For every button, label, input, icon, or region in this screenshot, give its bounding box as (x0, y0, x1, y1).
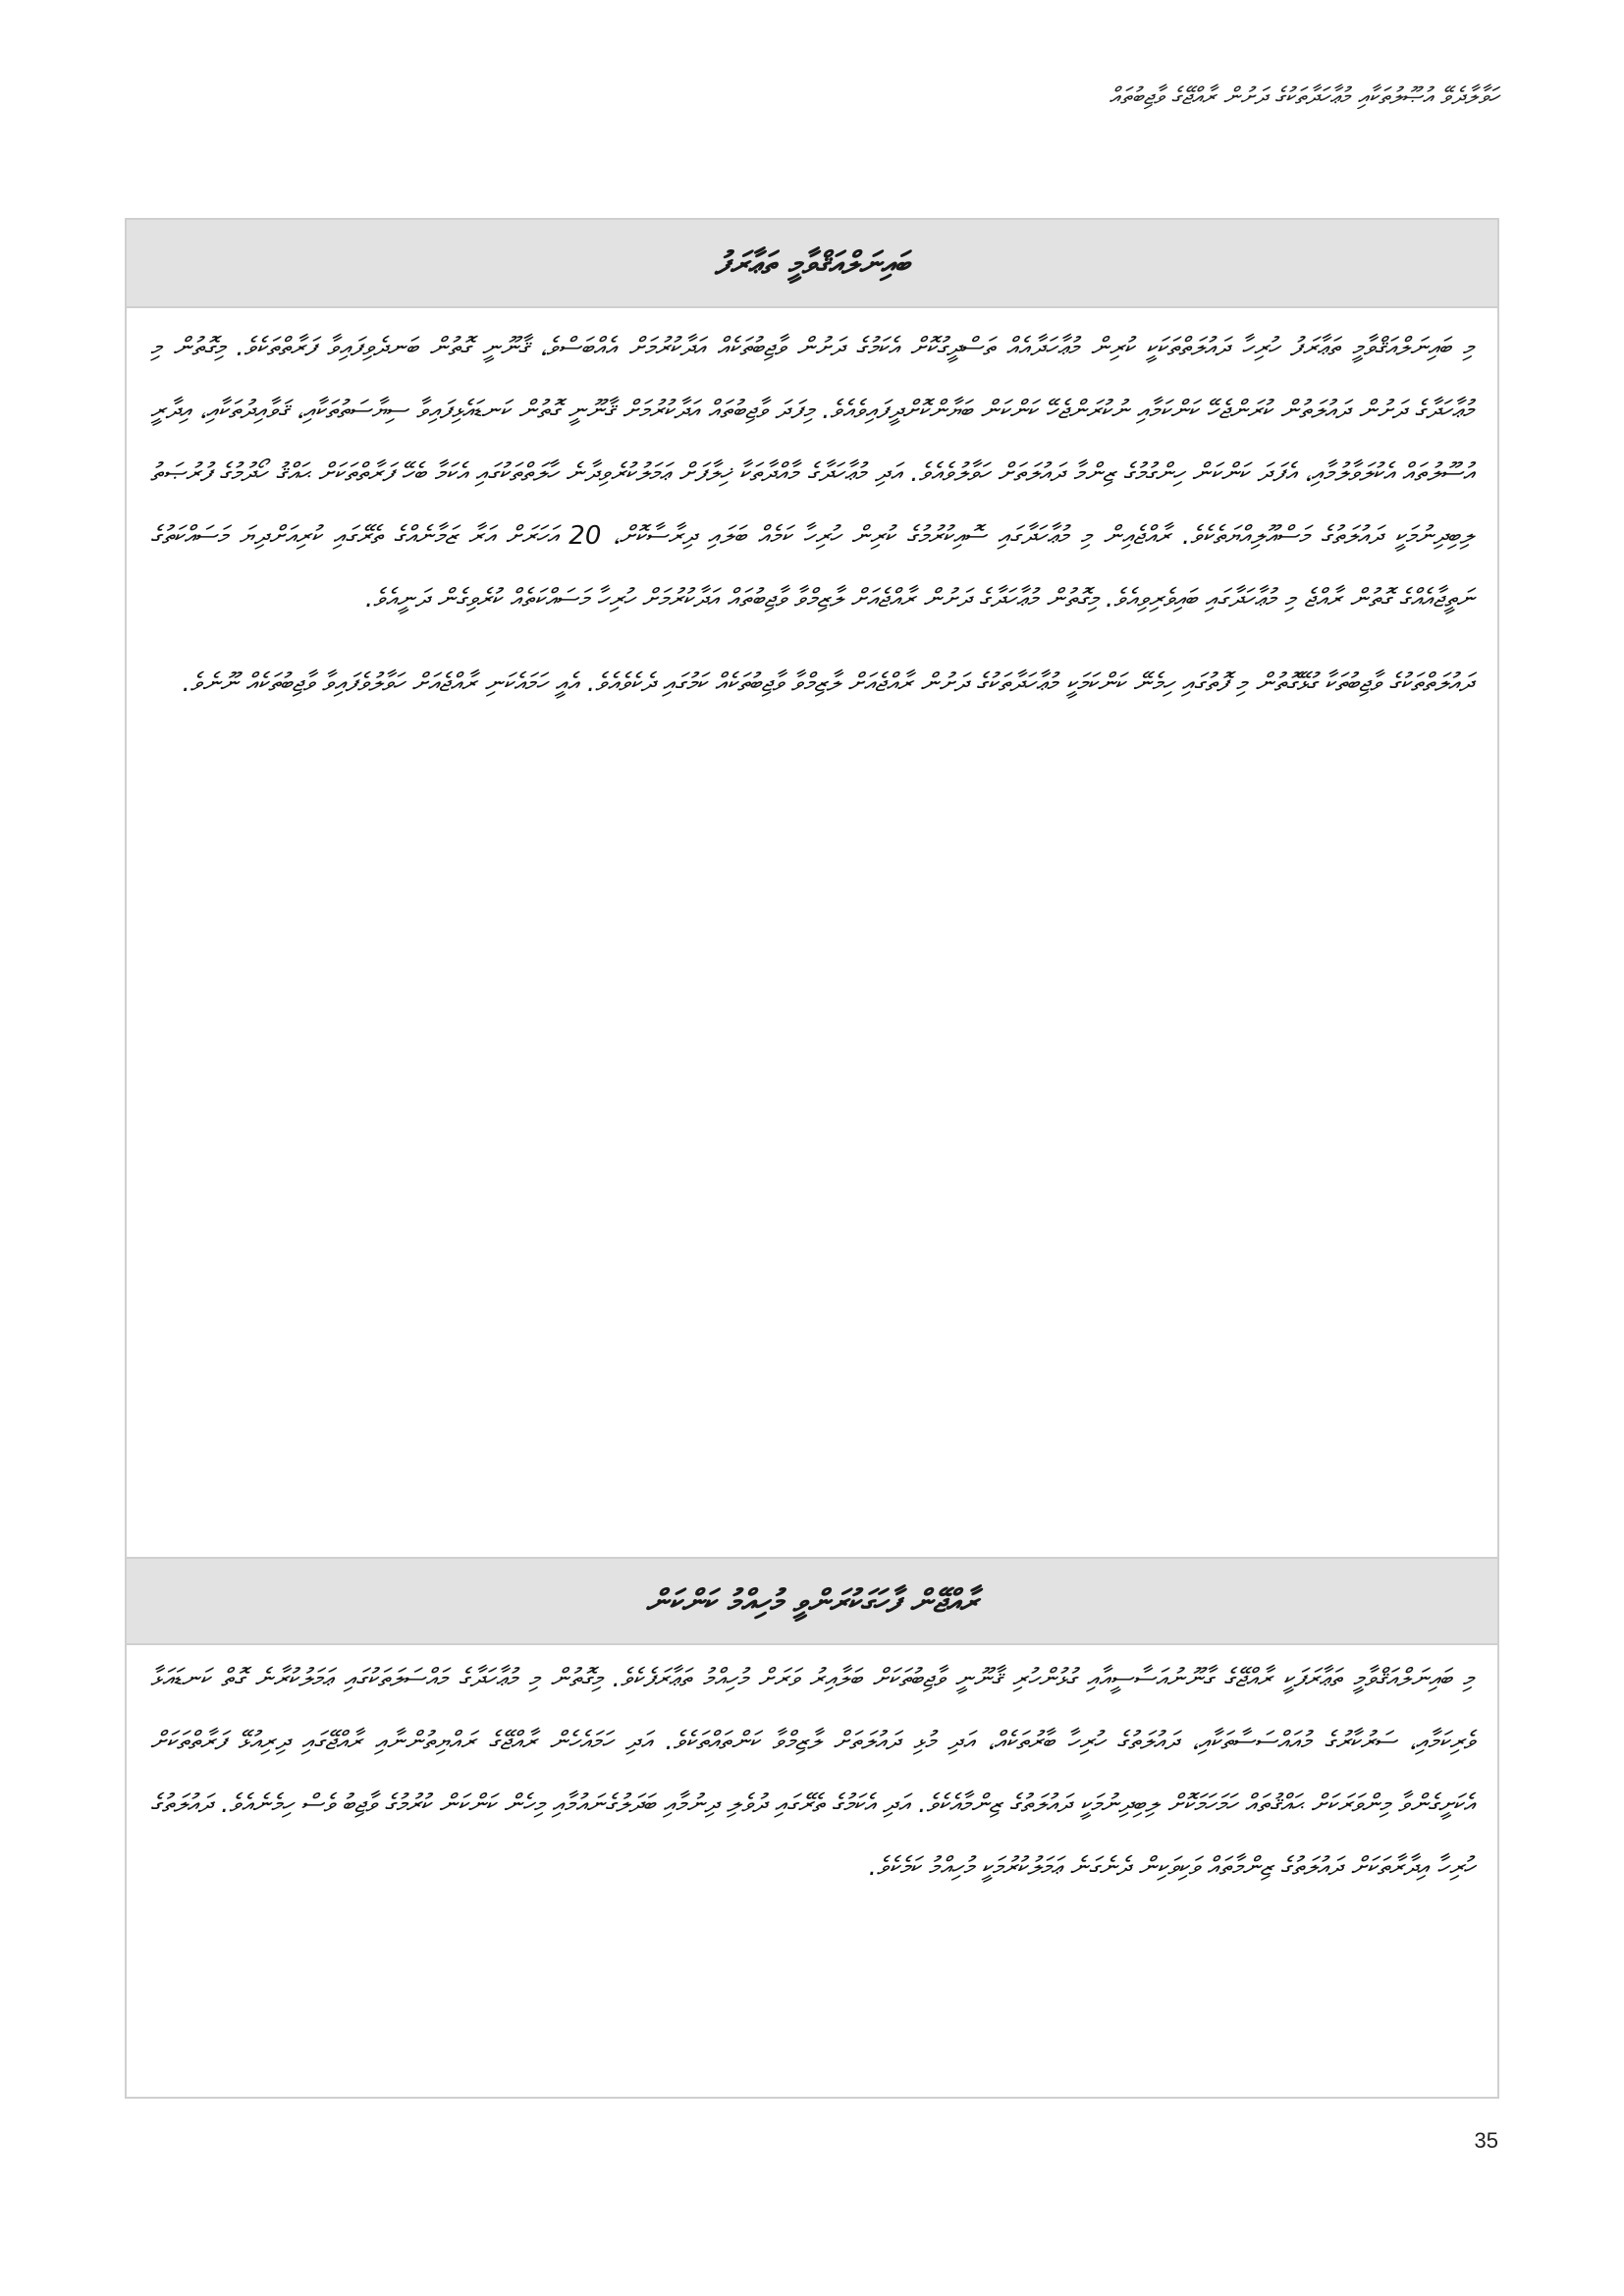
paragraph: މި ބައިނަލްއަޤްވާމީ ތަޢާރަފު ހުރިހާ ދައުލަތްތަކަކީ ކުރިން މުޢާހަދާއެއް ތަސްދީގުކޮށް އެކަމުގެ ދަށުން ވާޖިބުތަކެއް އަދާކުރުމަށް އެއްބަސްވެ، ޤާނޫނީ ގޮތުން ބަނދެވިފައިވާ ފަރާތްތަކެވެ. މިގޮތުން މި މުޢާހަދާގެ ދަށުން ދައުލަތުން ކުރަންޖެހޭ ކަންކަމާއި ނުކުރަންޖެހޭ ކަންކަން ބަޔާންކޮށްދީފައިވެއެވެ. މިފަދަ ވާޖިބުތައް އަދާކުރުމަށް ޤާނޫނީ ގޮތުން ކަނޑައެޅިފައިވާ ސިޔާސަތުތަކާއި، ޤަވާއިދުތަކާއި، އިދާރީ އުސޫލުތައް އެކުލަވާލުމާއި، އެފަދަ ކަންކަން ހިންގުމުގެ ޒިންމާ ދައުލަތަށް ހަވާލުވެއެވެ. އަދި މުޢާހަދާގެ މާއްދާތަކާ ޚިލާފަށް ޢަމަލުކުރެވިދާނެ ހާލަތްތަކުގައި އެކަމާ ބެހޭ ފަރާތްތަކަށް ޙައްޤު ހޯދުމުގެ ފުރުޞަތު ލިބިދިނުމަކީ ދައުލަތުގެ މަސްއޫލިއްޔަތެކެވެ. ރާއްޖެއިން މި މުޢާހަދާގައި ސޮއިކުރުމުގެ ކުރިން ހުރިހާ ކަމެއް ބަލައި ދިރާސާކޮށް، 20 އަހަރަށް އަރާ ޒަމާނެއްގެ ތެރޭގައި ކުރިއަށްދިޔަ މަސައްކަތުގެ ނަތީޖާއެއްގެ ގޮތުން ރާއްޖެ މި މުޢާހަދާގައި ބައިވެރިވިއެވެ. މިގޮތުން މުޢާހަދާގެ ދަށުން ރާއްޖެއަށް ލާޒިމްވާ ވާޖިބުތައް އަދާކުރުމަށް ހުރިހާ މަސައްކަތެއް ކުރެވިގެން ދަނީއެވެ. (150, 333, 1474, 614)
section-heading-1: ބައިނަލްއަޤްވާމީ ތަޢާރަފު (127, 220, 1497, 308)
content-frame (125, 218, 1499, 2099)
paragraph: މި ބައިނަލްއަޤްވާމީ ތަޢާރަފަކީ ރާއްޖޭގެ ގާނޫނުއަސާސީއާއި ގުޅުންހުރި ޤާނޫނީ ވާޖިބުތަކަށް ބަލާއިރު ވަރަށް މުހިއްމު ތަޢާރަފެކެވެ. މިގޮތުން މި މުޢާހަދާގެ މައްސަލަތަކުގައި ޢަމަލުކުރާނެ ގޮތް ކަނޑައަޅާ ވެރިކަމާއި، ސަރުކާރުގެ މުއައްސަސާތަކާއި، ދައުލަތުގެ ހުރިހާ ބާރުތަކެއް، އަދި މުޅި ދައުލަތަށް ލާޒިމްވާ ކަންތައްތަކެވެ. އަދި ހަމައެހެން ރާއްޖޭގެ ރައްޔިތުންނާއި ރާއްޖޭގައި ދިރިއުޅޭ ފަރާތްތަކަށް އެކަށީގެންވާ މިންވަރަކަށް ޙައްޤުތައް ހަމަހަމަކޮށް ލިބިދިނުމަކީ ދައުލަތުގެ ޒިންމާއެކެވެ. އަދި އެކަމުގެ ތެރޭގައި ދުވެލި ދިނުމާއި ބަދަލުގެނައުމާއި މިހެން ކަންކަން ކުރުމުގެ ވާޖިބު ވެސް ހިމެނެއެވެ. ދައުލަތުގެ ހުރިހާ އިދާރާތަކަށް ދައުލަތުގެ ޒިންމާތައް ވަކިވަކިން ދެނެގަނެ ޢަމަލުކުރުމަކީ މުހިއްމު ކަމެކެވެ. (150, 1664, 1474, 1882)
paragraph: ދައުލަތްތަކުގެ ވާޖިބުތަކާ ގުޅޭގޮތުން މި ފޮތުގައި ހިމެނޭ ކަންކަމަކީ މުޢާހަދާތަކުގެ ދަށުން ރާއްޖެއަށް ލާޒިމްވާ ވާޖިބުތަކެއް ކަމުގައި ދެކެވެއެވެ. އެއީ ހަމައެކަނި ރާއްޖެއަށް ހަވާލުވެފައިވާ ވާޖިބުތަކެއް ނޫނެވެ. (182, 668, 1474, 698)
running-header: ހަވާލާދެވޭ އުޞޫލުތަކާއި މުޢާހަދާތަކުގެ ދަށުން ރާއްޖޭގެ ވާޖިބުތައް (1109, 82, 1498, 110)
page-number: 35 (1474, 2128, 1498, 2153)
section-body-2 (127, 1645, 1497, 1898)
section-body-1 (127, 308, 1497, 1557)
section-heading-2: ރާއްޖޭން ފާހަގަކުރަންވީ މުހިއްމު ކަންކަން (127, 1557, 1497, 1645)
